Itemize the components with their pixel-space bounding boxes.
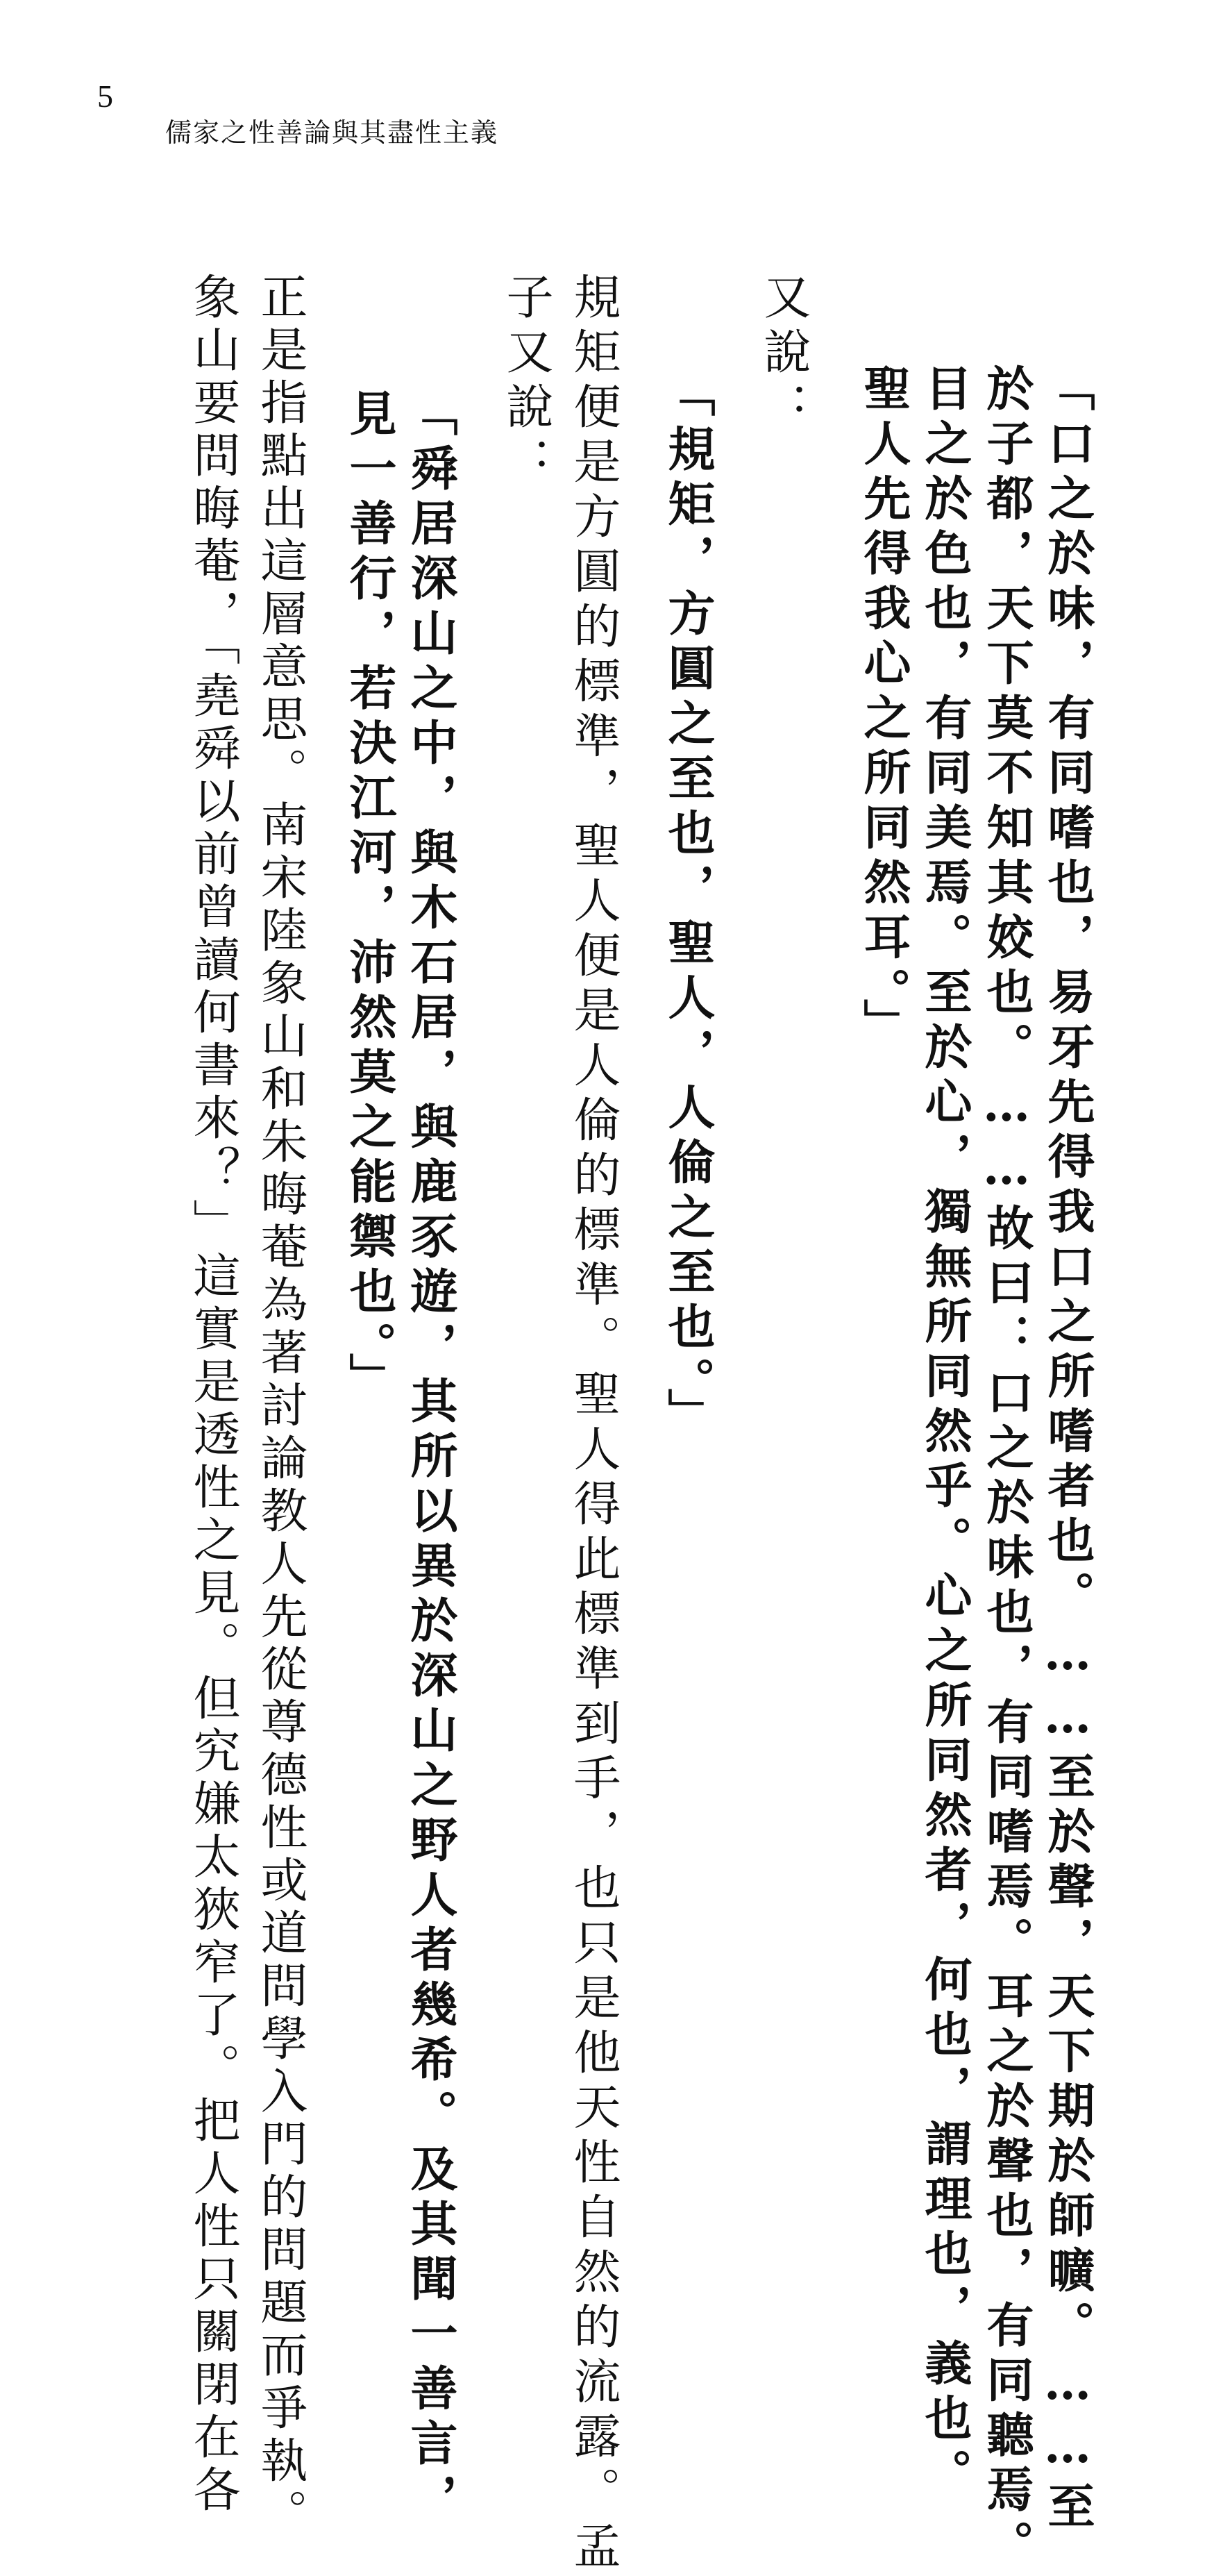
quote-mencius-line-3: 目之於色也，有同美焉。至於心，獨無所同然乎。心之所同然者，何也，謂理也，義也。: [917, 364, 972, 2503]
quote-guiju: 「規矩，方圓之至也，聖人，人倫之至也。」: [660, 369, 716, 1443]
quote-mencius-line-1: 「口之於味，有同嗜也，易牙先得我口之所嗜者也。……至於聲，天下期於師曠。……至: [1040, 364, 1095, 2536]
body-text-line: 規矩便是方圓的標準，聖人便是人倫的標準。聖人得此標準到手，也只是他天性自然的流露。孟: [566, 272, 621, 2576]
quote-shun-line-2: 見一善行，若決江河，沛然莫之能禦也。」: [342, 389, 397, 1407]
page-number: 5: [97, 78, 113, 114]
quote-mencius-line-2: 於子都，天下莫不知其姣也。……故曰：口之於味也，有同嗜焉。耳之於聲也，有同聽焉。: [979, 364, 1034, 2575]
body-text-line: 正是指點出這層意思。南宋陸象山和朱晦菴為著討論教人先從尊德性或道問學入門的問題而爭執。: [253, 272, 308, 2541]
quote-shun-line-1: 「舜居深山之中，與木石居，與鹿豕遊，其所以異於深山之野人者幾希。及其聞一善言，: [403, 389, 458, 2528]
body-text-line: 象山要問晦菴，「堯舜以前曾讀何書來？」這實是透性之見。但究嫌太狹窄了。把人性只關閉在各: [185, 272, 240, 2518]
quote-mencius-line-4: 聖人先得我心之所同然耳。」: [856, 364, 911, 1053]
body-text-line: 又說：: [756, 272, 811, 437]
running-title: 儒家之性善論與其盡性主義: [165, 117, 499, 148]
body-text-line: 子又說：: [498, 272, 553, 492]
